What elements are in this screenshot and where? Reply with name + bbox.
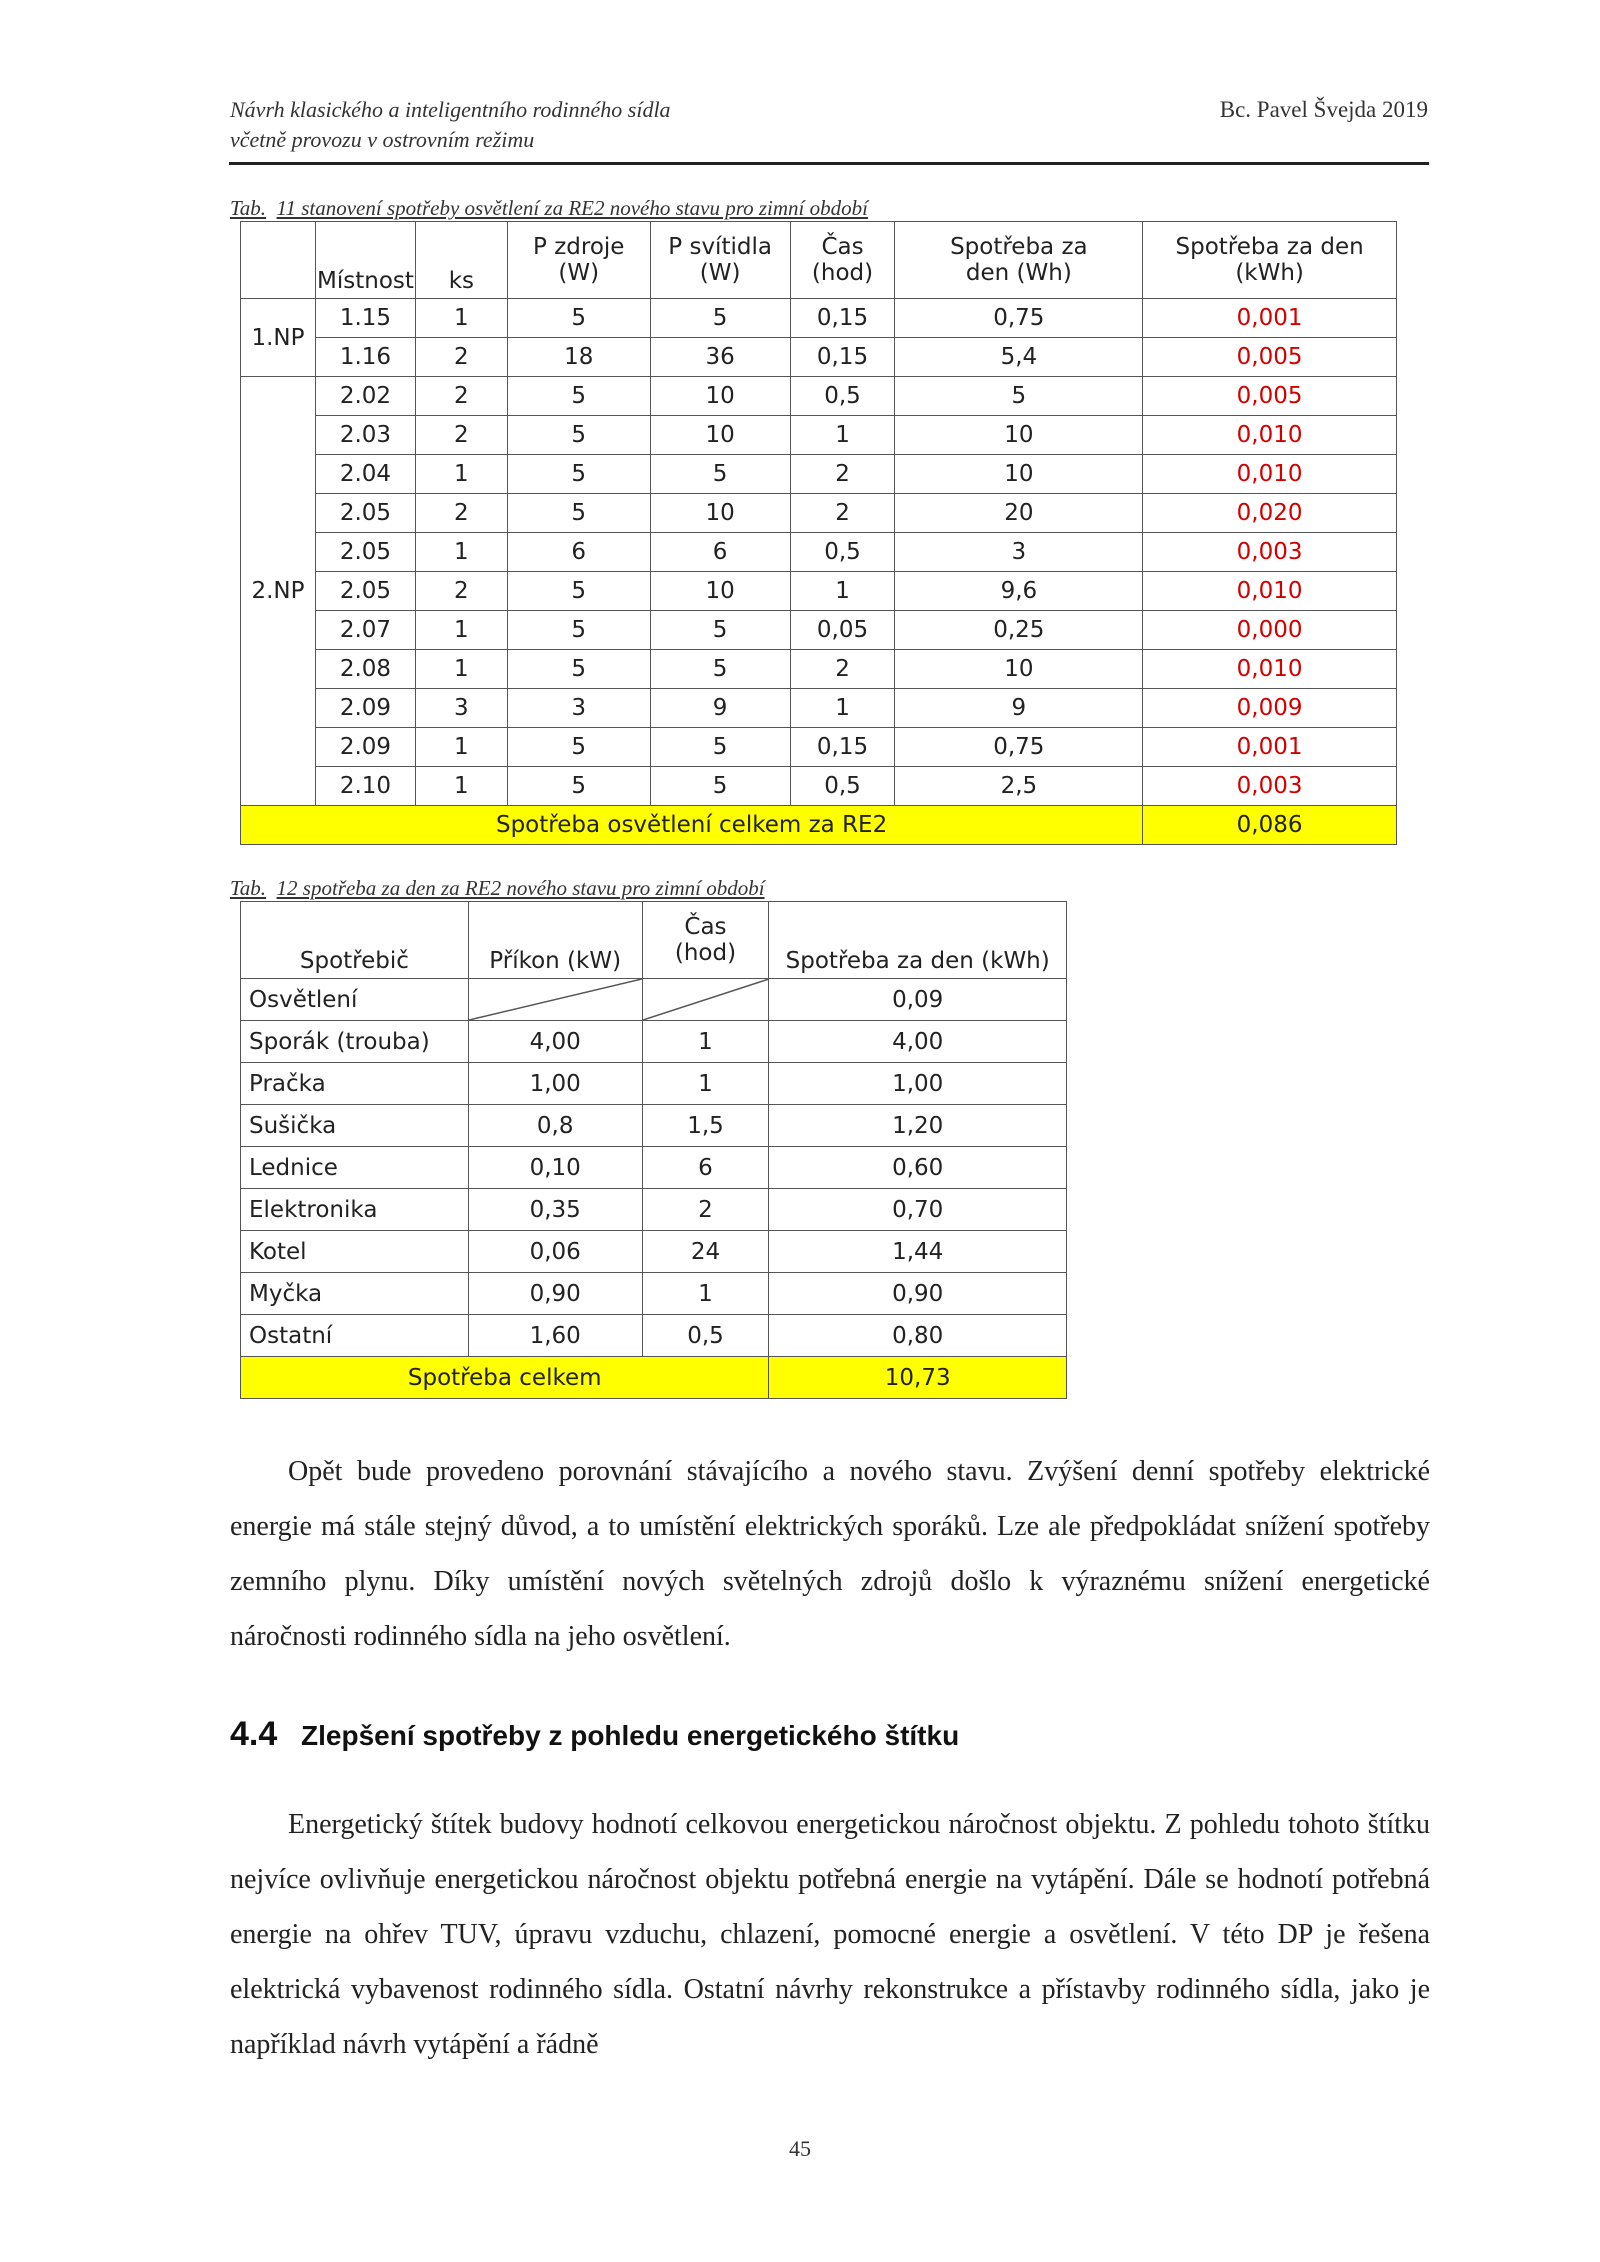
table-cell: 5	[507, 611, 650, 650]
table-cell: 1	[790, 572, 895, 611]
table-row	[241, 533, 1397, 572]
table-cell: 10	[650, 494, 790, 533]
header-unit: (hod)	[674, 940, 737, 966]
table-cell: 5	[507, 728, 650, 767]
table-row	[241, 1105, 1067, 1147]
total-row	[241, 806, 1397, 845]
table-cell: 2.05	[315, 533, 415, 572]
table-cell: 1	[415, 533, 507, 572]
table-cell: 5	[895, 377, 1143, 416]
total-row	[241, 1357, 1067, 1399]
header-text: Spotřeba za	[950, 234, 1088, 260]
table-cell: 0,80	[769, 1315, 1067, 1357]
table-cell: 5	[507, 455, 650, 494]
table-cell: 0,5	[790, 767, 895, 806]
table-cell: Sušička	[241, 1105, 469, 1147]
table-cell: 0,75	[895, 299, 1143, 338]
table-cell: 0,90	[769, 1273, 1067, 1315]
table-row	[241, 494, 1397, 533]
diagonal-line	[643, 979, 769, 1020]
table-cell: 0,003	[1143, 767, 1397, 806]
table12-header-row	[241, 902, 1067, 979]
section-number: 4.4	[230, 1715, 278, 1753]
table-row	[241, 1189, 1067, 1231]
table11-caption-text: 11 stanovení spotřeby osvětlení za RE2 nového stavu pro zimní období	[276, 196, 868, 220]
table-cell: 5	[507, 494, 650, 533]
table-cell: 10	[650, 377, 790, 416]
table-cell: 5	[507, 572, 650, 611]
table-row	[241, 455, 1397, 494]
paragraph-text: Opět bude provedeno porovnání stávajícího a nového stavu. Zvýšení denní spotřeby elektrické energie má stále stejný důvod, a to umístění elektrických sporáků. Lze ale předpokládat snížení spotřeby zemního plynu. Díky umístění nových světelných zdrojů došlo k výraznému snížení energetické náročnosti rodinného sídla na jeho osvětlení.	[230, 1456, 1430, 1652]
table-cell: 0,15	[790, 338, 895, 377]
floor-cell: 2.NP	[241, 377, 316, 806]
table-cell: 5	[650, 611, 790, 650]
table-row	[241, 728, 1397, 767]
table-cell: 5	[507, 650, 650, 689]
table-cell: 0,003	[1143, 533, 1397, 572]
table-cell: 9,6	[895, 572, 1143, 611]
total-label: Spotřeba celkem	[241, 1357, 769, 1399]
table-cell: 0,001	[1143, 728, 1397, 767]
header-text: Čas	[684, 914, 727, 940]
table-row	[241, 650, 1397, 689]
table12-header-prikon: Příkon (kW)	[468, 902, 642, 979]
table-cell: 2.05	[315, 572, 415, 611]
table-cell: 1,5	[642, 1105, 769, 1147]
table-cell: 0,15	[790, 728, 895, 767]
table-cell: 2	[415, 494, 507, 533]
table-cell: 2,5	[895, 767, 1143, 806]
total-label: Spotřeba osvětlení celkem za RE2	[241, 806, 1143, 845]
table-cell: 2.02	[315, 377, 415, 416]
table-cell: Sporák (trouba)	[241, 1021, 469, 1063]
table-cell: 0,10	[468, 1147, 642, 1189]
header-title-line1: Návrh klasického a inteligentního rodinného sídla	[230, 97, 671, 122]
table11-header-spotreba-wh	[895, 222, 1143, 299]
table-cell: 2	[790, 455, 895, 494]
table-cell: 0,09	[769, 979, 1067, 1021]
table-row	[241, 767, 1397, 806]
table-cell: 4,00	[468, 1021, 642, 1063]
header-text: Čas	[821, 234, 864, 260]
table-cell: 5	[507, 377, 650, 416]
section-heading	[230, 1715, 959, 1754]
table11-header-pzdroje	[507, 222, 650, 299]
table-cell: 6	[650, 533, 790, 572]
header-text: P zdroje	[533, 234, 625, 260]
table-cell: 5	[650, 728, 790, 767]
diagonal-line	[469, 979, 642, 1020]
header-text: Spotřeba za den	[1175, 234, 1364, 260]
table-row	[241, 1315, 1067, 1357]
daily-consumption-table	[240, 901, 1067, 1399]
table-cell: 2.10	[315, 767, 415, 806]
table-cell: 1,44	[769, 1231, 1067, 1273]
table-cell: 0,60	[769, 1147, 1067, 1189]
table11-header-psvitidla	[650, 222, 790, 299]
empty-diagonal-cell	[642, 979, 769, 1021]
table-cell: 2.07	[315, 611, 415, 650]
header-unit: den (Wh)	[965, 260, 1072, 286]
table-cell: 5	[650, 455, 790, 494]
table-row	[241, 611, 1397, 650]
table-cell: 0,001	[1143, 299, 1397, 338]
table-cell: 5	[507, 299, 650, 338]
table-cell: 10	[895, 416, 1143, 455]
table-cell: 3	[415, 689, 507, 728]
table-cell: 1	[642, 1021, 769, 1063]
table-cell: 0,5	[790, 377, 895, 416]
header-text: P svítidla	[668, 234, 772, 260]
table-cell: Lednice	[241, 1147, 469, 1189]
table11-header-ks: ks	[415, 222, 507, 299]
table-cell: 1,60	[468, 1315, 642, 1357]
table-cell: 5	[650, 767, 790, 806]
table-row	[241, 1063, 1067, 1105]
table11-header-cas	[790, 222, 895, 299]
table-cell: 20	[895, 494, 1143, 533]
table-cell: 5	[650, 299, 790, 338]
table-cell: 0,010	[1143, 572, 1397, 611]
table-cell: 1	[642, 1063, 769, 1105]
table-cell: 18	[507, 338, 650, 377]
table-cell: 0,009	[1143, 689, 1397, 728]
table-cell: 5	[507, 416, 650, 455]
table-cell: 0,8	[468, 1105, 642, 1147]
table-cell: 2	[415, 338, 507, 377]
running-header-title	[230, 95, 671, 155]
table-cell: 1	[790, 689, 895, 728]
table-cell: 2	[415, 572, 507, 611]
table-cell: 1	[415, 650, 507, 689]
header-unit: (W)	[558, 260, 600, 286]
table-cell: 3	[507, 689, 650, 728]
table-cell: Kotel	[241, 1231, 469, 1273]
lighting-consumption-table	[240, 221, 1397, 845]
table-cell: 5	[507, 767, 650, 806]
header-author-year: Bc. Pavel Švejda 2019	[1219, 97, 1428, 122]
table-cell: 2.08	[315, 650, 415, 689]
table-row	[241, 979, 1067, 1021]
table12-caption-prefix: Tab.	[230, 876, 267, 900]
table-cell: 0,010	[1143, 455, 1397, 494]
table-cell: 1.16	[315, 338, 415, 377]
header-unit: (W)	[699, 260, 741, 286]
table-cell: 2.09	[315, 689, 415, 728]
table-cell: 0,15	[790, 299, 895, 338]
table-cell: 0,70	[769, 1189, 1067, 1231]
table-cell: 1	[415, 728, 507, 767]
body-paragraph-2	[230, 1797, 1430, 2072]
table-cell: 0,5	[790, 533, 895, 572]
table-cell: 1,20	[769, 1105, 1067, 1147]
table-cell: 0,010	[1143, 416, 1397, 455]
table-row	[241, 377, 1397, 416]
floor-cell: 1.NP	[241, 299, 316, 377]
table12-caption	[230, 876, 765, 901]
section-title: Zlepšení spotřeby z pohledu energetického štítku	[301, 1720, 960, 1751]
table-row	[241, 689, 1397, 728]
table12-header-spotrebic: Spotřebič	[241, 902, 469, 979]
table-cell: 1	[415, 767, 507, 806]
table-cell: 36	[650, 338, 790, 377]
table-cell: 3	[895, 533, 1143, 572]
table-row	[241, 299, 1397, 338]
page-number: 45	[789, 2136, 811, 2161]
table-cell: Osvětlení	[241, 979, 469, 1021]
header-title-line2: včetně provozu v ostrovním režimu	[230, 127, 535, 152]
table-cell: 2	[642, 1189, 769, 1231]
table11-header-row	[241, 222, 1397, 299]
table-cell: 0,020	[1143, 494, 1397, 533]
header-unit: (kWh)	[1235, 260, 1304, 286]
table11-header-spotreba-kwh	[1143, 222, 1397, 299]
table-cell: 0,05	[790, 611, 895, 650]
table-cell: 0,005	[1143, 377, 1397, 416]
table-cell: 0,35	[468, 1189, 642, 1231]
table-cell: 10	[650, 572, 790, 611]
table-cell: 2	[790, 650, 895, 689]
table-cell: 1	[415, 611, 507, 650]
table-cell: 1	[790, 416, 895, 455]
table-cell: 24	[642, 1231, 769, 1273]
table11-caption-prefix: Tab.	[230, 196, 267, 220]
table-cell: 0,010	[1143, 650, 1397, 689]
table11-caption	[230, 196, 868, 221]
table-cell: 0,25	[895, 611, 1143, 650]
table-row	[241, 338, 1397, 377]
table-row	[241, 1147, 1067, 1189]
table-cell: 1,00	[769, 1063, 1067, 1105]
table-cell: 0,5	[642, 1315, 769, 1357]
table-cell: Elektronika	[241, 1189, 469, 1231]
table-row	[241, 1273, 1067, 1315]
table-row	[241, 1021, 1067, 1063]
paragraph-text: Energetický štítek budovy hodnotí celkovou energetickou náročnost objektu. Z pohledu tohoto štítku nejvíce ovlivňuje energetickou náročnost objektu potřebná energie na vytápění. Dále se hodnotí potřebná energie na ohřev TUV, úpravu vzduchu, chlazení, pomocné energie a osvětlení. V této DP je řešena elektrická vybavenost rodinného sídla. Ostatní návrhy rekonstrukce a přístavby rodinného sídla, jako je například návrh vytápění a řádně	[230, 1809, 1430, 2060]
table-cell: 4,00	[769, 1021, 1067, 1063]
table-cell: 1	[415, 299, 507, 338]
table-cell: 0,000	[1143, 611, 1397, 650]
table-cell: 2.05	[315, 494, 415, 533]
body-paragraph-1	[230, 1444, 1430, 1664]
table11-header-corner	[241, 222, 316, 299]
table-cell: 10	[895, 650, 1143, 689]
table-row	[241, 572, 1397, 611]
header-unit: (hod)	[811, 260, 874, 286]
total-value: 0,086	[1143, 806, 1397, 845]
table-cell: 2	[415, 416, 507, 455]
table-cell: 1	[415, 455, 507, 494]
table-cell: 6	[642, 1147, 769, 1189]
table-cell: 9	[895, 689, 1143, 728]
empty-diagonal-cell	[468, 979, 642, 1021]
table-cell: Myčka	[241, 1273, 469, 1315]
table-cell: 10	[895, 455, 1143, 494]
table-cell: 0,005	[1143, 338, 1397, 377]
table-cell: 2.04	[315, 455, 415, 494]
table-cell: 2.09	[315, 728, 415, 767]
table-cell: 2	[790, 494, 895, 533]
table12-header-cas	[642, 902, 769, 979]
table-cell: 5,4	[895, 338, 1143, 377]
table-cell: 0,90	[468, 1273, 642, 1315]
table12-header-spotreba: Spotřeba za den (kWh)	[769, 902, 1067, 979]
table-cell: 10	[650, 416, 790, 455]
table12-caption-text: 12 spotřeba za den za RE2 nového stavu pro zimní období	[276, 876, 765, 900]
table-cell: 2.03	[315, 416, 415, 455]
table-cell: 0,75	[895, 728, 1143, 767]
table-cell: Pračka	[241, 1063, 469, 1105]
table-cell: 1.15	[315, 299, 415, 338]
total-value: 10,73	[769, 1357, 1067, 1399]
table-row	[241, 416, 1397, 455]
table11-header-mistnost: Místnost	[315, 222, 415, 299]
table-cell: 1	[642, 1273, 769, 1315]
table-cell: 0,06	[468, 1231, 642, 1273]
table-cell: 9	[650, 689, 790, 728]
table-cell: 5	[650, 650, 790, 689]
table-row	[241, 1231, 1067, 1273]
table-cell: Ostatní	[241, 1315, 469, 1357]
table-cell: 6	[507, 533, 650, 572]
table-cell: 1,00	[468, 1063, 642, 1105]
header-divider	[229, 162, 1429, 165]
table-cell: 2	[415, 377, 507, 416]
